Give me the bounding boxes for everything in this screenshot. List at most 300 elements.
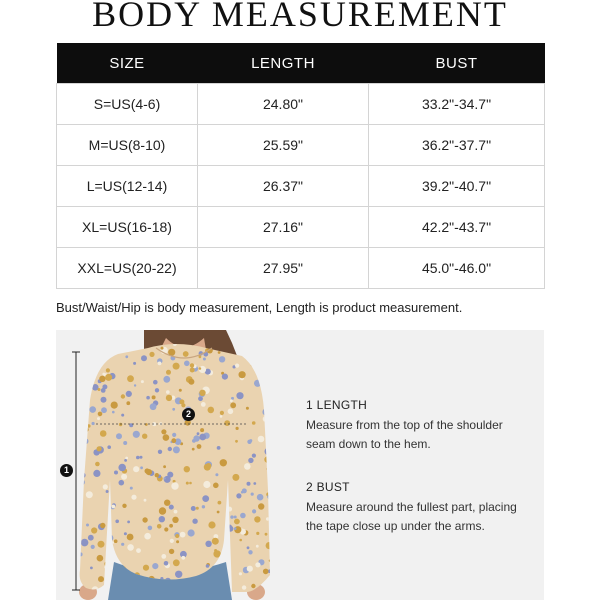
blouse-flower-dot xyxy=(264,330,268,333)
blouse-flower-dot xyxy=(143,565,149,571)
floral-blouse xyxy=(73,330,278,600)
blouse-flower-dot xyxy=(130,487,133,490)
blouse-flower-dot xyxy=(127,375,134,382)
blouse-flower-dot xyxy=(247,546,250,549)
blouse-flower-dot xyxy=(89,372,92,375)
blouse-flower-dot xyxy=(252,421,256,425)
blouse-flower-dot xyxy=(234,527,237,530)
blouse-flower-dot xyxy=(79,479,85,485)
blouse-flower-dot xyxy=(242,585,246,589)
blouse-flower-dot xyxy=(173,446,180,453)
blouse-flower-dot xyxy=(171,438,176,443)
blouse-flower-dot xyxy=(78,420,81,423)
blouse-flower-dot xyxy=(129,339,135,345)
size-cell: XXL=US(20-22) xyxy=(57,248,198,289)
blouse-flower-dot xyxy=(114,539,118,543)
bust-text-line2: the tape close up under the arms. xyxy=(306,519,485,533)
blouse-flower-dot xyxy=(173,559,180,566)
blouse-flower-dot xyxy=(257,494,264,501)
bust-text-line1: Measure around the fullest part, placing xyxy=(306,500,517,514)
blouse-flower-dot xyxy=(184,361,190,367)
blouse-flower-dot xyxy=(124,532,127,535)
blouse-flower-dot xyxy=(144,499,147,502)
blouse-flower-dot xyxy=(125,355,128,358)
blouse-flower-dot xyxy=(173,363,180,370)
bust-marker: 2 xyxy=(182,408,195,421)
blouse-flower-dot xyxy=(199,390,205,396)
blouse-flower-dot xyxy=(230,399,233,402)
blouse-flower-dot xyxy=(267,370,272,375)
length-heading: 1 LENGTH xyxy=(306,398,368,412)
blouse-flower-dot xyxy=(107,542,112,547)
blouse-flower-dot xyxy=(201,402,206,407)
blouse-flower-dot xyxy=(239,572,242,575)
blouse-flower-dot xyxy=(152,395,156,399)
blouse-flower-dot xyxy=(140,466,143,469)
blouse-flower-dot xyxy=(265,448,273,456)
table-row xyxy=(57,248,545,289)
blouse-flower-dot xyxy=(111,541,114,544)
blouse-flower-dot xyxy=(77,411,83,417)
blouse-flower-dot xyxy=(184,466,190,472)
blouse-flower-dot xyxy=(208,407,215,414)
blouse-flower-dot xyxy=(115,520,119,524)
blouse-flower-dot xyxy=(95,462,100,467)
blouse-flower-dot xyxy=(263,416,269,422)
blouse-flower-dot xyxy=(213,483,219,489)
blouse-flower-dot xyxy=(183,351,189,357)
blouse-flower-dot xyxy=(179,389,182,392)
blouse-flower-dot xyxy=(149,352,154,357)
blouse-flower-dot xyxy=(255,562,260,567)
blouse-flower-dot xyxy=(157,524,162,529)
blouse-flower-dot xyxy=(161,429,166,434)
blouse-flower-dot xyxy=(188,379,194,385)
blouse-flower-dot xyxy=(270,416,277,423)
blouse-flower-dot xyxy=(124,459,127,462)
blouse-flower-dot xyxy=(127,521,130,524)
blouse-flower-dot xyxy=(254,380,261,387)
blouse-flower-dot xyxy=(87,424,91,428)
blouse-flower-dot xyxy=(235,364,239,368)
blouse-flower-dot xyxy=(217,446,221,450)
blouse-flower-dot xyxy=(84,423,88,427)
blouse-flower-dot xyxy=(249,439,252,442)
blouse-flower-dot xyxy=(239,371,246,378)
blouse-flower-dot xyxy=(247,566,253,572)
blouse-flower-dot xyxy=(106,490,109,493)
blouse-flower-dot xyxy=(199,367,202,370)
blouse-flower-dot xyxy=(92,422,95,425)
blouse-flower-dot xyxy=(235,440,238,443)
blouse-flower-dot xyxy=(80,379,87,386)
blouse-flower-dot xyxy=(170,539,174,543)
blouse-flower-dot xyxy=(236,392,243,399)
blouse-flower-dot xyxy=(267,468,270,471)
blouse-flower-dot xyxy=(90,358,93,361)
blouse-flower-dot xyxy=(212,538,219,545)
blouse-flower-dot xyxy=(108,340,115,347)
blouse-flower-dot xyxy=(189,482,192,485)
blouse-flower-dot xyxy=(106,330,113,334)
blouse-flower-dot xyxy=(270,468,274,472)
blouse-flower-dot xyxy=(203,358,206,361)
blouse-flower-dot xyxy=(164,561,169,566)
blouse-flower-dot xyxy=(230,515,233,518)
blouse-flower-dot xyxy=(123,441,127,445)
blouse-flower-dot xyxy=(199,434,206,441)
table-row xyxy=(57,84,545,125)
blouse-flower-dot xyxy=(264,456,271,463)
blouse-flower-dot xyxy=(252,454,256,458)
blouse-flower-dot xyxy=(251,363,254,366)
blouse-flower-dot xyxy=(85,397,90,402)
blouse-flower-dot xyxy=(79,552,83,556)
blouse-flower-dot xyxy=(260,346,263,349)
blouse-flower-dot xyxy=(161,554,166,559)
blouse-flower-dot xyxy=(259,341,265,347)
blouse-flower-dot xyxy=(256,545,259,548)
blouse-flower-dot xyxy=(100,523,105,528)
blouse-flower-dot xyxy=(239,593,245,599)
model-photo xyxy=(56,330,544,600)
blouse-flower-dot xyxy=(133,466,139,472)
blouse-flower-dot xyxy=(74,591,80,597)
blouse-flower-dot xyxy=(163,434,170,441)
blouse-flower-dot xyxy=(251,493,254,496)
blouse-flower-dot xyxy=(266,492,270,496)
blouse-flower-dot xyxy=(270,594,274,598)
blouse-flower-dot xyxy=(91,527,97,533)
blouse-flower-dot xyxy=(186,482,189,485)
blouse-flower-dot xyxy=(119,423,122,426)
blouse-flower-dot xyxy=(251,584,255,588)
blouse-flower-dot xyxy=(86,491,93,498)
measurement-illustration-panel xyxy=(56,330,544,600)
blouse-flower-dot xyxy=(107,535,113,541)
length-description xyxy=(306,396,503,454)
blouse-flower-dot xyxy=(192,519,197,524)
blouse-flower-dot xyxy=(176,540,179,543)
blouse-flower-dot xyxy=(269,560,271,562)
blouse-flower-dot xyxy=(114,471,118,475)
blouse-flower-dot xyxy=(175,571,182,578)
blouse-flower-dot xyxy=(261,330,266,333)
blouse-flower-dot xyxy=(136,343,142,349)
bust-heading: 2 BUST xyxy=(306,480,350,494)
measurement-note: Bust/Waist/Hip is body measurement, Length is product measurement. xyxy=(56,300,463,315)
bust-cell: 42.2"-43.7" xyxy=(369,207,545,248)
blouse-flower-dot xyxy=(192,448,195,451)
blouse-flower-dot xyxy=(217,511,220,514)
blouse-flower-dot xyxy=(80,472,86,478)
blouse-flower-dot xyxy=(262,409,269,416)
length-cell: 26.37" xyxy=(198,166,369,207)
blouse-flower-dot xyxy=(272,335,279,342)
blouse-flower-dot xyxy=(252,336,256,340)
blouse-flower-dot xyxy=(245,337,248,340)
blouse-flower-dot xyxy=(108,339,111,342)
blouse-flower-dot xyxy=(172,517,178,523)
blouse-flower-dot xyxy=(269,426,275,432)
length-text-line1: Measure from the top of the shoulder xyxy=(306,418,503,432)
blouse-flower-dot xyxy=(258,503,264,509)
blouse-flower-dot xyxy=(174,510,178,514)
size-cell: L=US(12-14) xyxy=(57,166,198,207)
table-header-row xyxy=(57,43,545,84)
blouse-flower-dot xyxy=(219,356,225,362)
blouse-flower-dot xyxy=(97,555,104,562)
blouse-flower-dot xyxy=(122,504,126,508)
blouse-flower-dot xyxy=(239,539,242,542)
blouse-flower-dot xyxy=(175,534,179,538)
blouse-flower-dot xyxy=(163,477,165,479)
blouse-flower-dot xyxy=(102,373,105,376)
blouse-flower-dot xyxy=(87,344,91,348)
blouse-flower-dot xyxy=(142,434,147,439)
blouse-flower-dot xyxy=(269,417,272,420)
blouse-flower-dot xyxy=(200,428,204,432)
blouse-flower-dot xyxy=(158,362,162,366)
blouse-flower-dot xyxy=(180,532,186,538)
blouse-flower-dot xyxy=(203,481,210,488)
blouse-flower-dot xyxy=(127,544,134,551)
blouse-flower-dot xyxy=(269,406,272,409)
blouse-flower-dot xyxy=(266,542,273,549)
blouse-flower-dot xyxy=(227,507,232,512)
blouse-flower-dot xyxy=(146,396,150,400)
table-row xyxy=(57,125,545,166)
blouse-flower-dot xyxy=(97,446,102,451)
blouse-flower-dot xyxy=(172,408,175,411)
blouse-flower-dot xyxy=(104,561,109,566)
blouse-flower-dot xyxy=(84,427,89,432)
blouse-flower-dot xyxy=(106,368,110,372)
size-cell: M=US(8-10) xyxy=(57,125,198,166)
blouse-flower-dot xyxy=(250,340,256,346)
blouse-flower-dot xyxy=(166,395,172,401)
blouse-flower-dot xyxy=(270,330,273,333)
blouse-flower-dot xyxy=(265,533,268,536)
blouse-flower-dot xyxy=(119,480,125,486)
size-cell: XL=US(16-18) xyxy=(57,207,198,248)
length-text-line2: seam down to the hem. xyxy=(306,437,431,451)
blouse-flower-dot xyxy=(202,495,209,502)
blouse-flower-dot xyxy=(193,435,199,441)
blouse-flower-dot xyxy=(166,390,170,394)
header-size: SIZE xyxy=(57,43,198,84)
blouse-flower-dot xyxy=(218,351,221,354)
blouse-flower-dot xyxy=(167,472,173,478)
blouse-flower-dot xyxy=(86,383,89,386)
blouse-flower-dot xyxy=(121,543,124,546)
blouse-flower-dot xyxy=(144,533,151,540)
blouse-flower-dot xyxy=(97,417,100,420)
blouse-flower-dot xyxy=(214,549,217,552)
blouse-flower-dot xyxy=(101,407,107,413)
blouse-flower-dot xyxy=(225,523,229,527)
blouse-flower-dot xyxy=(103,484,108,489)
blouse-flower-dot xyxy=(126,391,132,397)
blouse-flower-dot xyxy=(79,387,86,394)
blouse-flower-dot xyxy=(100,430,107,437)
header-length: LENGTH xyxy=(198,43,369,84)
blouse-flower-dot xyxy=(112,411,115,414)
blouse-flower-dot xyxy=(155,388,159,392)
blouse-flower-dot xyxy=(112,505,116,509)
blouse-flower-dot xyxy=(206,564,210,568)
blouse-flower-dot xyxy=(77,336,82,341)
blouse-flower-dot xyxy=(254,516,260,522)
blouse-flower-dot xyxy=(121,414,124,417)
blouse-flower-dot xyxy=(273,387,278,392)
blouse-flower-dot xyxy=(166,370,171,375)
blouse-flower-dot xyxy=(234,516,237,519)
blouse-flower-dot xyxy=(258,436,265,443)
blouse-flower-dot xyxy=(100,330,106,336)
blouse-flower-dot xyxy=(134,384,136,386)
blouse-flower-dot xyxy=(121,394,125,398)
table-row xyxy=(57,207,545,248)
blouse-flower-dot xyxy=(141,336,144,339)
blouse-flower-dot xyxy=(127,534,134,541)
blouse-flower-dot xyxy=(205,541,211,547)
blouse-flower-dot xyxy=(159,507,166,514)
blouse-flower-dot xyxy=(269,377,272,380)
blouse-flower-dot xyxy=(77,379,82,384)
blouse-flower-dot xyxy=(141,355,147,361)
length-marker: 1 xyxy=(60,464,73,477)
blouse-flower-dot xyxy=(88,535,94,541)
blouse-flower-dot xyxy=(104,566,107,569)
blouse-flower-dot xyxy=(133,362,136,365)
blouse-flower-dot xyxy=(220,459,227,466)
blouse-flower-dot xyxy=(168,447,172,451)
blouse-flower-dot xyxy=(246,407,249,410)
blouse-flower-dot xyxy=(125,457,128,460)
blouse-flower-dot xyxy=(240,513,246,519)
blouse-flower-dot xyxy=(148,526,153,531)
blouse-flower-dot xyxy=(234,519,240,525)
blouse-flower-dot xyxy=(190,363,194,367)
blouse-flower-dot xyxy=(252,509,256,513)
blouse-flower-dot xyxy=(169,549,174,554)
blouse-flower-dot xyxy=(113,347,120,354)
blouse-flower-dot xyxy=(152,563,158,569)
blouse-flower-dot xyxy=(197,444,202,449)
blouse-flower-dot xyxy=(98,412,103,417)
blouse-flower-dot xyxy=(86,524,89,527)
blouse-flower-dot xyxy=(98,388,101,391)
blouse-flower-dot xyxy=(267,349,274,356)
blouse-flower-dot xyxy=(228,525,232,529)
blouse-flower-dot xyxy=(247,482,251,486)
blouse-flower-dot xyxy=(267,494,272,499)
blouse-flower-dot xyxy=(146,469,152,475)
blouse-flower-dot xyxy=(248,550,252,554)
blouse-flower-dot xyxy=(155,473,159,477)
blouse-flower-dot xyxy=(126,401,130,405)
blouse-flower-dot xyxy=(91,367,94,370)
blouse-flower-dot xyxy=(90,567,93,570)
length-cell: 24.80" xyxy=(198,84,369,125)
blouse-flower-dot xyxy=(220,415,223,418)
length-cell: 27.16" xyxy=(198,207,369,248)
blouse-flower-dot xyxy=(133,431,140,438)
blouse-flower-dot xyxy=(104,337,109,342)
blouse-flower-dot xyxy=(181,556,185,560)
blouse-flower-dot xyxy=(169,505,174,510)
blouse-flower-dot xyxy=(164,500,170,506)
blouse-flower-dot xyxy=(116,433,122,439)
length-cell: 25.59" xyxy=(198,125,369,166)
blouse-flower-dot xyxy=(171,482,178,489)
blouse-flower-dot xyxy=(121,474,127,480)
length-cell: 27.95" xyxy=(198,248,369,289)
blouse-flower-dot xyxy=(222,374,228,380)
blouse-flower-dot xyxy=(89,388,92,391)
blouse-flower-dot xyxy=(136,548,141,553)
blouse-flower-dot xyxy=(150,403,157,410)
blouse-flower-dot xyxy=(220,411,224,415)
blouse-flower-dot xyxy=(270,503,276,509)
blouse-flower-dot xyxy=(163,376,170,383)
blouse-flower-dot xyxy=(271,442,278,449)
blouse-flower-dot xyxy=(266,517,269,520)
blouse-flower-dot xyxy=(188,529,195,536)
blouse-flower-dot xyxy=(232,334,237,339)
size-chart-table xyxy=(56,43,545,289)
blouse-flower-dot xyxy=(91,545,95,549)
blouse-flower-dot xyxy=(141,380,144,383)
blouse-flower-dot xyxy=(236,427,239,430)
blouse-flower-dot xyxy=(98,541,105,548)
blouse-flower-dot xyxy=(202,505,205,508)
blouse-flower-dot xyxy=(248,458,253,463)
size-cell: S=US(4-6) xyxy=(57,84,198,125)
bust-cell: 36.2"-37.7" xyxy=(369,125,545,166)
blouse-flower-dot xyxy=(272,580,277,585)
blouse-flower-dot xyxy=(271,453,274,456)
blouse-flower-dot xyxy=(118,464,126,472)
bust-description xyxy=(306,478,517,536)
blouse-flower-dot xyxy=(270,528,277,535)
blouse-flower-dot xyxy=(78,369,84,375)
blouse-flower-dot xyxy=(161,347,164,350)
blouse-flower-dot xyxy=(256,532,259,535)
bust-cell: 39.2"-40.7" xyxy=(369,166,545,207)
blouse-flower-dot xyxy=(159,516,165,522)
blouse-flower-dot xyxy=(253,482,256,485)
table-row xyxy=(57,166,545,207)
blouse-flower-dot xyxy=(136,456,140,460)
page-title: BODY MEASUREMENT xyxy=(92,0,508,34)
bust-cell: 45.0"-46.0" xyxy=(369,248,545,289)
blouse-flower-dot xyxy=(81,539,89,547)
blouse-flower-dot xyxy=(224,420,230,426)
bust-cell: 33.2"-34.7" xyxy=(369,84,545,125)
blouse-flower-dot xyxy=(218,501,222,505)
blouse-flower-dot xyxy=(190,368,195,373)
blouse-flower-dot xyxy=(140,456,143,459)
blouse-flower-dot xyxy=(242,488,247,493)
blouse-flower-dot xyxy=(78,457,85,464)
blouse-flower-dot xyxy=(263,569,269,575)
blouse-flower-dot xyxy=(230,402,236,408)
blouse-flower-dot xyxy=(228,409,234,415)
blouse-flower-dot xyxy=(131,495,136,500)
blouse-flower-dot xyxy=(77,395,80,398)
